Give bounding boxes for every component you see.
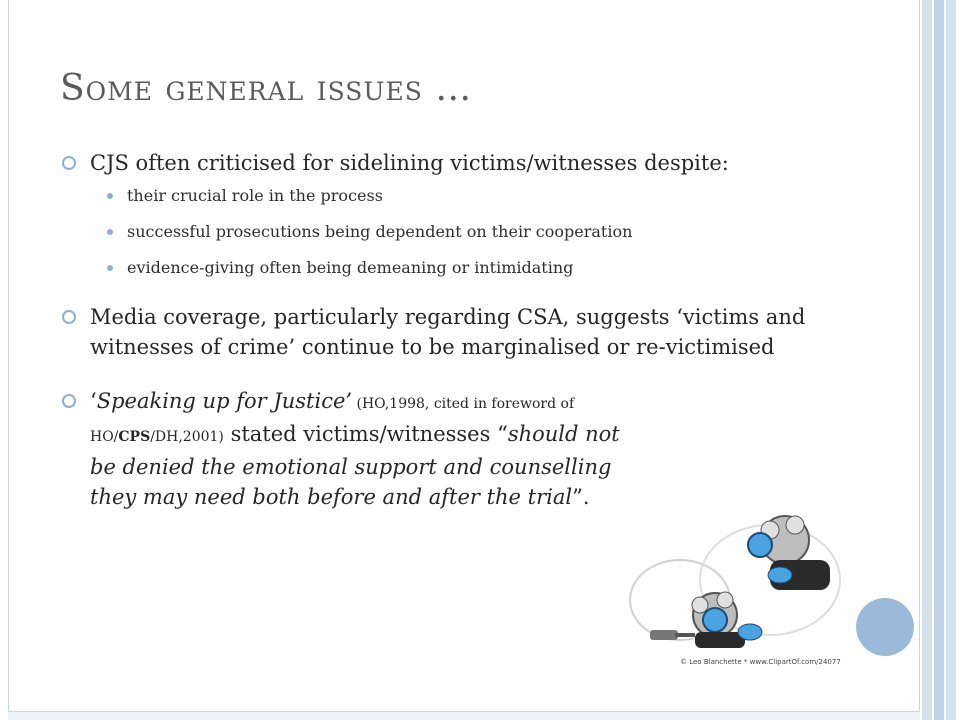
report-title: Speaking up for Justice’	[96, 389, 353, 413]
close-quote: ”.	[572, 485, 590, 509]
sub-bullet	[90, 258, 850, 278]
open-quote: ‘	[90, 389, 97, 413]
ring-bullet-icon	[62, 310, 76, 324]
sub-bullet-text: successful prosecutions being dependent on their cooperation	[127, 222, 633, 241]
dot-bullet-icon	[107, 193, 113, 199]
bullet-1	[60, 148, 850, 278]
sub-bullet-text: their crucial role in the process	[127, 186, 383, 205]
ring-bullet-icon	[62, 394, 76, 408]
bullet-1-text: CJS often criticised for sidelining victims/witnesses despite:	[90, 151, 729, 175]
dot-bullet-icon	[107, 229, 113, 235]
bullet-3-text: stated victims/witnesses “	[223, 422, 508, 446]
decorative-circle	[856, 598, 914, 656]
image-credit: © Leo Blanchette * www.ClipartOf.com/24077	[680, 658, 841, 666]
bullet-3	[60, 386, 650, 512]
bottom-bar	[8, 712, 920, 720]
judges-clipart-image	[620, 500, 860, 660]
stripe	[934, 0, 944, 720]
citation-cps: CPS	[118, 429, 151, 445]
sub-bullet-text: evidence-giving often being demeaning or intimidating	[127, 258, 574, 277]
dot-bullet-icon	[107, 265, 113, 271]
slide-title: Some general issues …	[60, 68, 473, 109]
sub-bullet	[90, 222, 850, 242]
bullet-list	[60, 148, 850, 512]
quoted-text: should not be denied the emotional support and counselling they may need both before and after the trial	[90, 422, 620, 509]
sub-bullet-list	[90, 186, 850, 278]
judge-figure	[748, 516, 830, 590]
citation-end: /DH,2001)	[150, 429, 224, 445]
judge-figure	[692, 592, 762, 648]
bullet-2-text: Media coverage, particularly regarding CSA, suggests ‘victims and witnesses of crime’ continue to be marginalised or re-victimised	[90, 305, 806, 359]
citation: (HO,1998, cited in foreword of HO/	[90, 396, 575, 445]
sub-bullet	[90, 186, 850, 206]
stripe	[946, 0, 956, 720]
ring-bullet-icon	[62, 156, 76, 170]
side-stripes	[920, 0, 960, 720]
bullet-2	[60, 302, 850, 362]
stripe	[922, 0, 932, 720]
